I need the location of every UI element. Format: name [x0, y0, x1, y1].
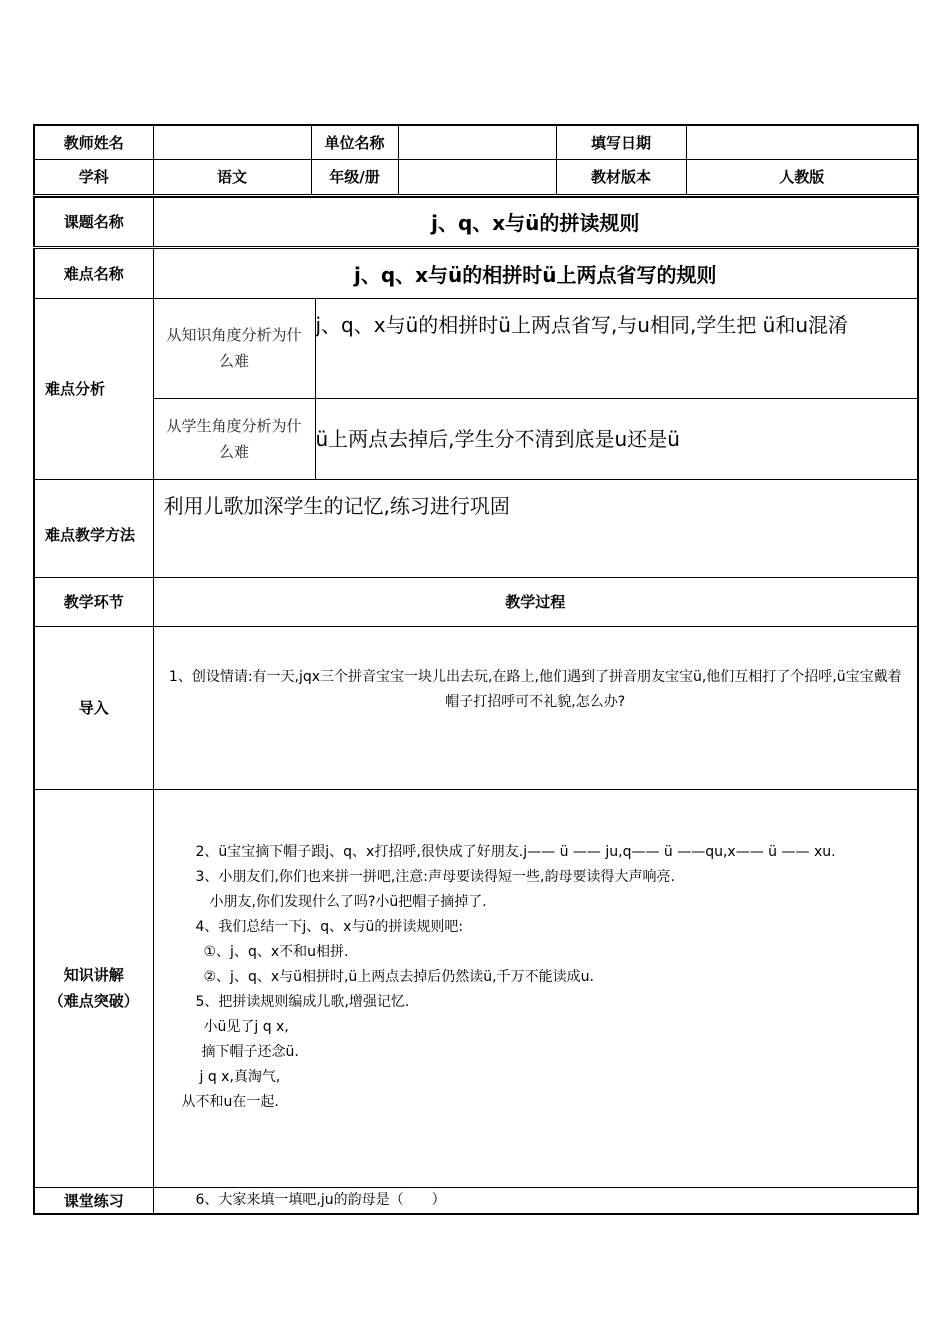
lecture-line: 小朋友,你们发现什么了吗?小ü把帽子摘掉了. [209, 893, 487, 910]
practice-label: 课堂练习 [34, 1187, 153, 1214]
lecture-line: 2、ü宝宝摘下帽子跟j、q、x打招呼,很快成了好朋友.j—— ü —— ju,q—— ü ——qu,x—— ü —— xu. [195, 843, 836, 860]
grade-label: 年级/册 [311, 159, 398, 195]
intro-label: 导入 [34, 626, 153, 789]
method-label: 难点教学方法 [34, 479, 153, 577]
rhyme-line: 小ü见了j q x, [203, 1018, 289, 1035]
process-header: 教学过程 [153, 577, 918, 626]
grade-field[interactable] [398, 159, 556, 195]
difficulty-title: j、q、x与ü的相拼时ü上两点省写的规则 [153, 247, 918, 298]
teacher-name-label: 教师姓名 [34, 125, 153, 159]
fill-date-field[interactable] [686, 125, 918, 159]
lecture-line: ①、j、q、x不和u相拼. [203, 943, 349, 960]
lecture-line: 3、小朋友们,你们也来拼一拼吧,注意:声母要读得短一些,韵母要读得大声响亮. [195, 868, 675, 885]
practice-text: 6、大家来填一填吧,ju的韵母是（ ） [153, 1187, 918, 1214]
rhyme-line: j q x,真淘气, [199, 1068, 281, 1085]
textbook-label: 教材版本 [556, 159, 686, 195]
fill-date-label: 填写日期 [556, 125, 686, 159]
student-angle-label: 从学生角度分析为什么难 [153, 398, 315, 479]
header-table [33, 124, 919, 197]
lecture-label-line1: 知识讲解 [63, 966, 124, 984]
lecture-line: 4、我们总结一下j、q、x与ü的拼读规则吧: [195, 918, 464, 935]
student-angle-text: ü上两点去掉后,学生分不清到底是u还是ü [315, 398, 918, 479]
analysis-label: 难点分析 [34, 298, 153, 479]
subject-label: 学科 [34, 159, 153, 195]
lecture-content [153, 789, 918, 1187]
topic-label: 课题名称 [34, 197, 153, 247]
lecture-label-line2: （难点突破） [48, 992, 139, 1010]
rhyme-line: 从不和u在一起. [181, 1093, 279, 1110]
knowledge-angle-text: j、q、x与ü的相拼时ü上两点省写,与u相同,学生把 ü和u混淆 [315, 298, 918, 398]
topic-title: j、q、x与ü的拼读规则 [153, 197, 918, 247]
unit-name-label: 单位名称 [311, 125, 398, 159]
unit-name-field[interactable] [398, 125, 556, 159]
subject-value: 语文 [153, 159, 311, 195]
textbook-value: 人教版 [686, 159, 918, 195]
method-text: 利用儿歌加深学生的记忆,练习进行巩固 [153, 479, 918, 577]
teacher-name-field[interactable] [153, 125, 311, 159]
lecture-line: 5、把拼读规则编成儿歌,增强记忆. [195, 993, 410, 1010]
knowledge-angle-label: 从知识角度分析为什么难 [153, 298, 315, 398]
stage-header: 教学环节 [34, 577, 153, 626]
rhyme-line: 摘下帽子还念ü. [201, 1043, 299, 1060]
difficulty-label: 难点名称 [34, 247, 153, 298]
intro-text: 1、创设情请:有一天,jqx三个拼音宝宝一块儿出去玩,在路上,他们遇到了拼音朋友宝宝ü,他们互相打了个招呼,ü宝宝戴着帽子打招呼可不礼貌,怎么办? [153, 626, 918, 789]
lecture-line: ②、j、q、x与ü相拼时,ü上两点去掉后仍然读ü,千万不能读成u. [203, 968, 594, 985]
lecture-label [34, 789, 153, 1187]
lesson-plan-form [33, 124, 917, 1215]
main-table [33, 197, 919, 1215]
